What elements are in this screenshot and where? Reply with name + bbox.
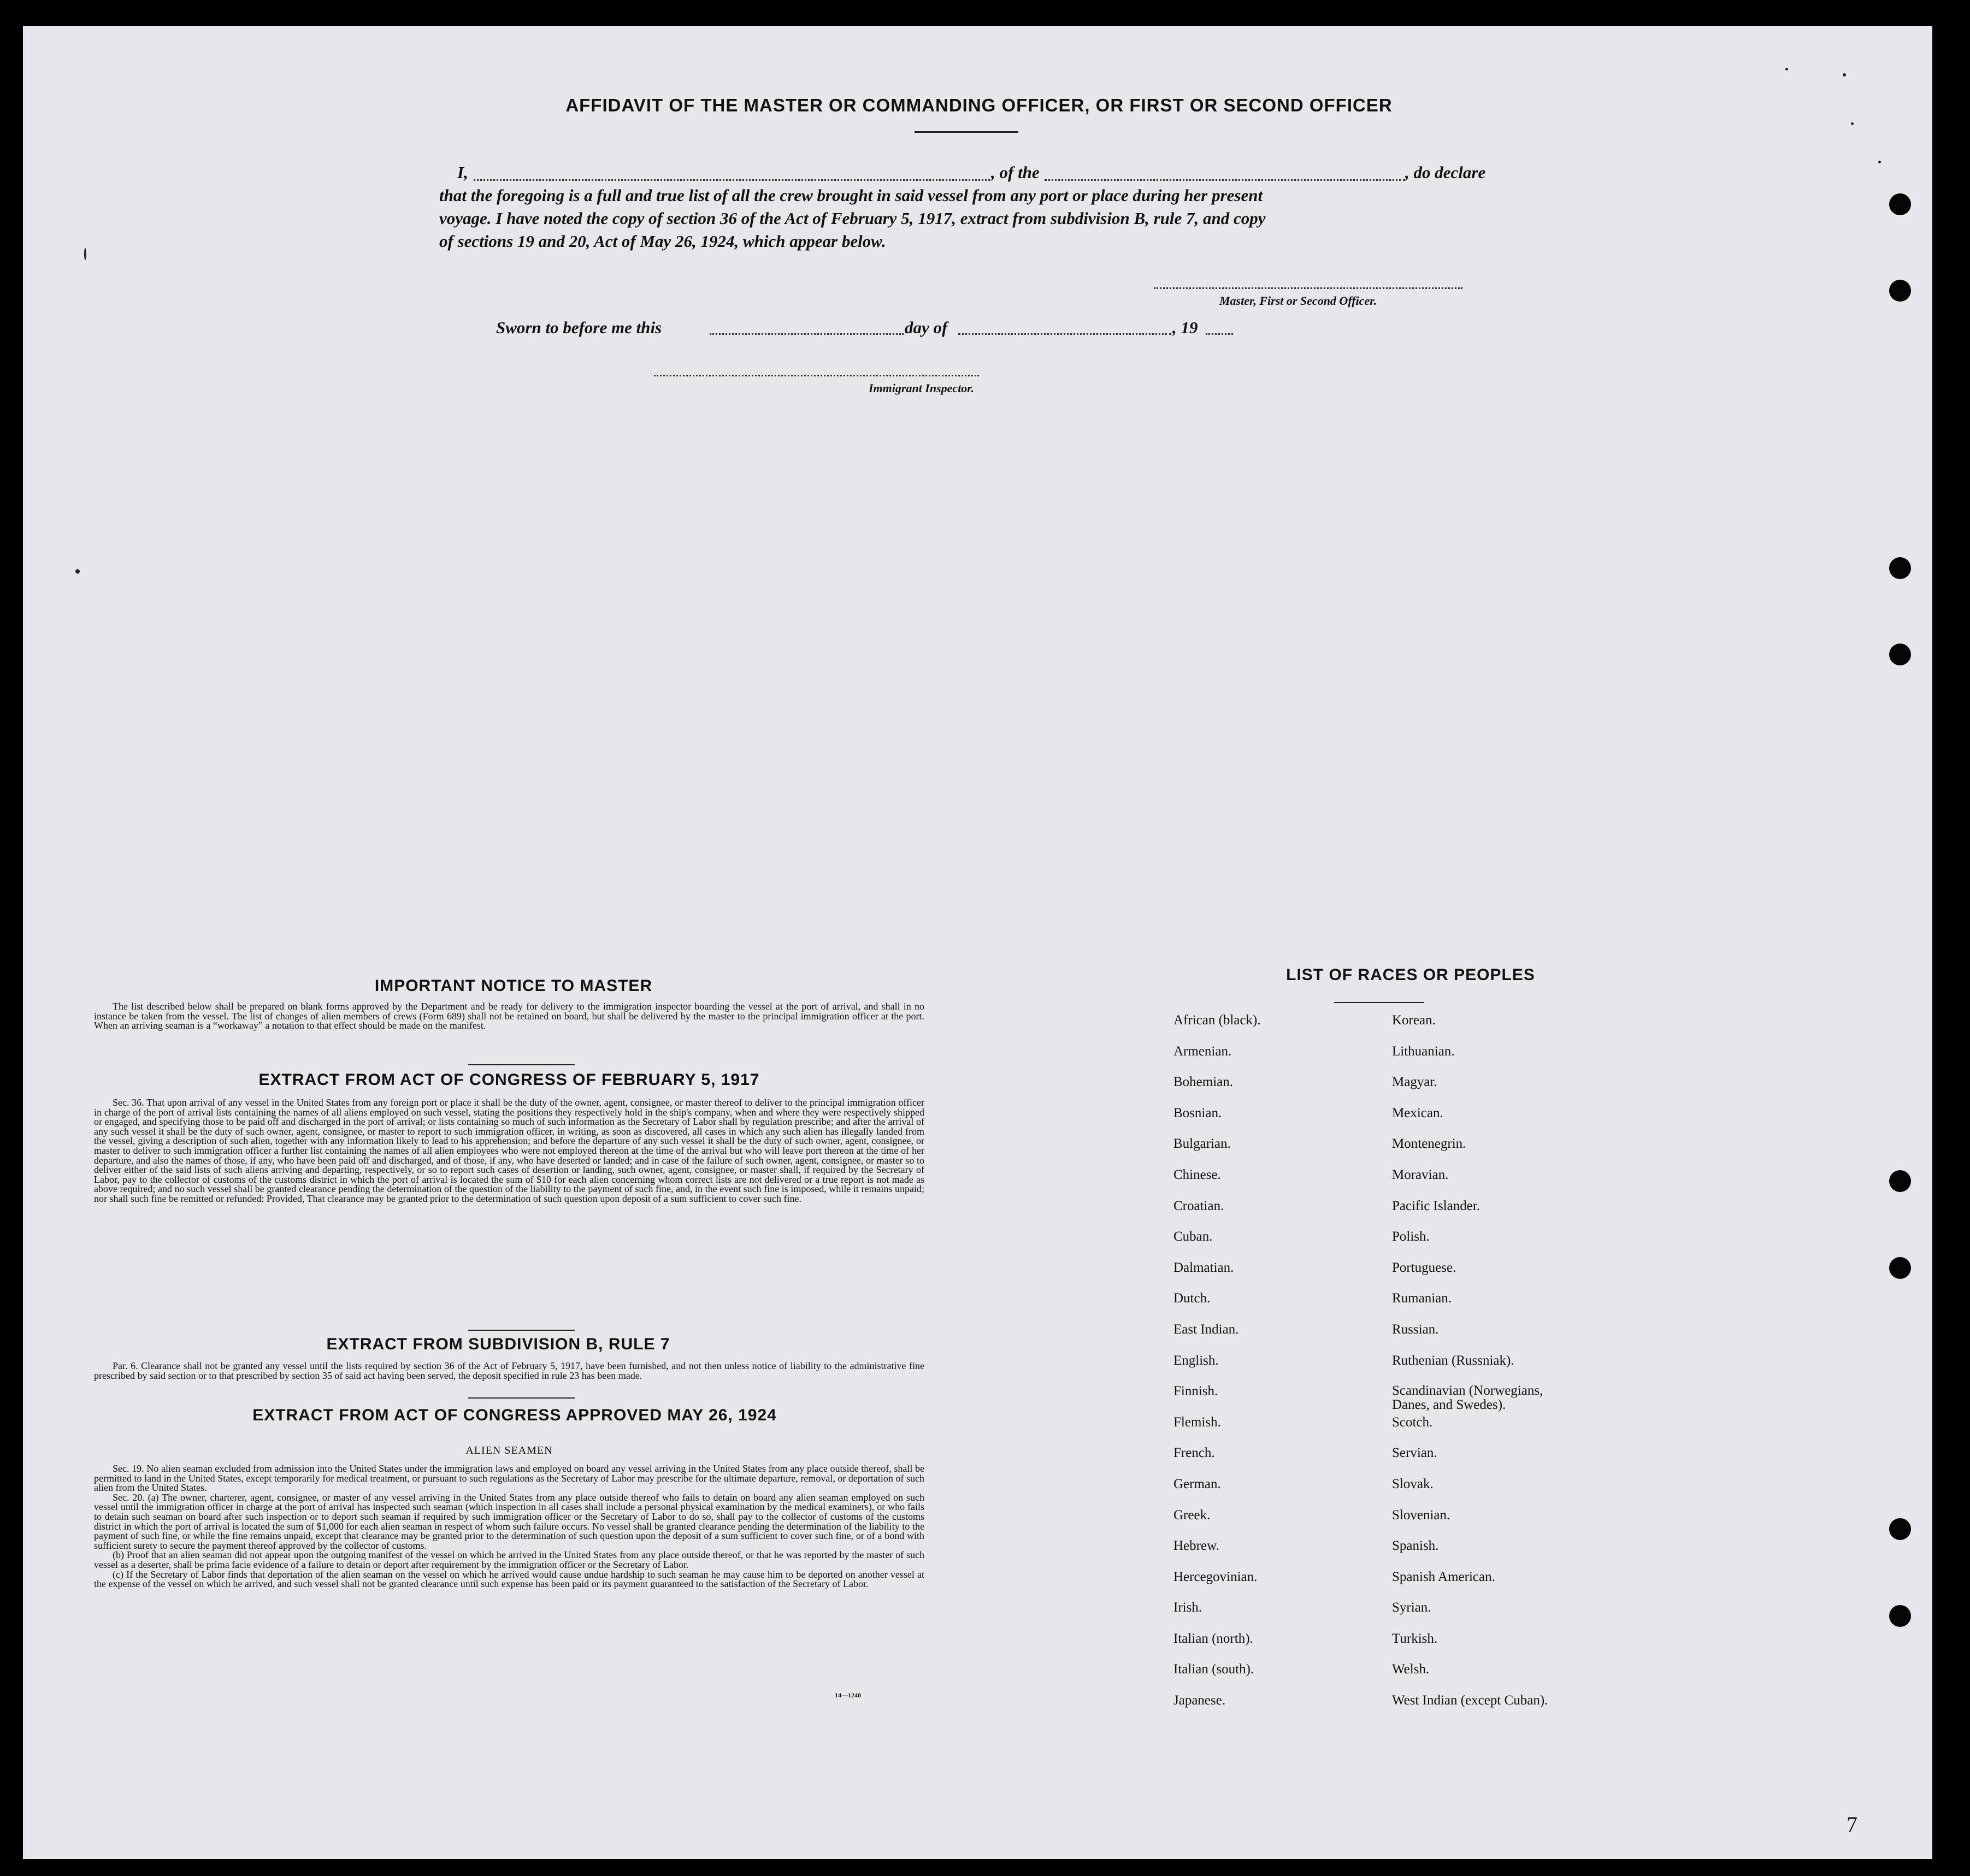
punch-hole xyxy=(1889,280,1911,302)
affidavit-line-4: of sections 19 and 20, Act of May 26, 1924, which appear below. xyxy=(439,232,886,251)
race-item: Korean. xyxy=(1392,1013,1436,1028)
day-of-text: day of xyxy=(905,318,948,337)
race-item: East Indian. xyxy=(1173,1322,1239,1337)
section-19-paragraph: Sec. 19. No alien seaman excluded from admission into the United States under the immigration laws and employed on board any vessel arriving in the United States from any place outside thereof, shall be permitted to land in the United States, except temporarily for medical treatment, or pursuant to such regulations as the Secretary of Labor may prescribe for the ultimate departure, removal, or deportation of such alien from the United States. xyxy=(94,1463,924,1494)
extract-1917-title: EXTRACT FROM ACT OF CONGRESS OF FEBRUARY 5, 1917 xyxy=(258,1071,760,1089)
race-item: Spanish. xyxy=(1392,1538,1439,1554)
sworn-day-field[interactable] xyxy=(710,333,904,335)
race-item: Portuguese. xyxy=(1392,1260,1456,1275)
race-item: Bosnian. xyxy=(1173,1105,1222,1120)
race-item: Slovak. xyxy=(1392,1476,1434,1491)
speck xyxy=(75,569,80,574)
race-item: Scandinavian (Norwegians, Danes, and Swedes). xyxy=(1392,1383,1543,1413)
form-number: 14—1240 xyxy=(835,1691,861,1699)
rule-7-text xyxy=(94,1361,924,1381)
race-item: Russian. xyxy=(1392,1322,1439,1337)
race-item: German. xyxy=(1173,1476,1221,1491)
race-item: Hebrew. xyxy=(1173,1538,1219,1554)
speck xyxy=(1785,68,1788,70)
race-item: Dutch. xyxy=(1173,1291,1211,1306)
document-page xyxy=(23,26,1932,1859)
race-item: Polish. xyxy=(1392,1229,1430,1244)
affidavit-of-the: , of the xyxy=(991,163,1040,182)
race-item: Bohemian. xyxy=(1173,1075,1234,1090)
rule-7-title: EXTRACT FROM SUBDIVISION B, RULE 7 xyxy=(326,1335,670,1353)
race-item: Mexican. xyxy=(1392,1105,1443,1120)
race-item: Chinese. xyxy=(1173,1167,1221,1182)
race-item: Irish. xyxy=(1173,1600,1202,1615)
section-20c-paragraph: (c) If the Secretary of Labor finds that deportation of the alien seaman on the vessel on which he arrived would cause undue hardship to such seaman he may cause him to be deported on another vessel at the expense of the vessel on which he arrived, and such vessel shall not be granted clearance until such expense has been paid or its payment guaranteed to the satisfaction of the Secretary of Labor. xyxy=(94,1568,924,1590)
vessel-field[interactable] xyxy=(1045,179,1405,181)
inspector-signature-field[interactable] xyxy=(654,375,979,376)
master-signature-field[interactable] xyxy=(1154,287,1462,289)
speck xyxy=(1851,122,1854,125)
race-item: French. xyxy=(1173,1446,1215,1461)
punch-hole xyxy=(1889,1518,1911,1540)
race-item: English. xyxy=(1173,1353,1219,1368)
affidavit-title: AFFIDAVIT OF THE MASTER OR COMMANDING OFFICER, OR FIRST OR SECOND OFFICER xyxy=(565,95,1393,115)
race-item: Lithuanian. xyxy=(1392,1043,1455,1059)
race-item: Armenian. xyxy=(1173,1043,1232,1059)
race-item: Greek. xyxy=(1173,1507,1211,1523)
sworn-month-field[interactable] xyxy=(958,333,1171,335)
punch-hole xyxy=(1889,1257,1911,1279)
race-item: Montenegrin. xyxy=(1392,1136,1466,1152)
extract-1917-text xyxy=(94,1098,924,1204)
section-36-paragraph: Sec. 36. That upon arrival of any vessel in the United States from any foreign port or place it shall be the duty of the owner, agent, consignee, or master thereof to deliver to the principal immigration officer in charge of the port of arrival lists containing the names of all aliens employed on such vessel, stating the positions they respectively hold in the ship's company, when and where they were respectively shipped or engaged, and specifying those to be paid off and discharged in the port of arrival; or lists containing so much of such information as the Secretary of Labor shall by regulation prescribe; and after the arrival of any such vessel it shall be the duty of such owner, agent, consignee, or master to report to such immigration officer, in writing, as soon as discovered, all cases in which any such alien has illegally landed from the vessel, giving a description of such alien, together with any information likely to lead to his apprehension; and before the departure of any such vessel it shall be the duty of such owner, agent, consignee, or master to deliver to such immigration officer a further list containing the names of all alien employees who were not employed thereon at the time of the arrival but who will leave port thereon at the time of her departure, and also the names of those, if any, who have been paid off and discharged, and of those, if any, who have deserted or landed; and in case of the failure of such owner, agent, consignee, or master so to deliver either of the said lists of such aliens arriving and departing, respectively, or so to report such cases of desertion or landing, such owner, agent, consignee, or master shall, if required by the Secretary of Labor, pay to the collector of customs of the customs district in which the port of arrival is located the sum of $10 for each alien concerning whom correct lists are not delivered or a true report is not made as above required; and no such vessel shall be granted clearance pending the determination of the question of the liability to the payment of such fine, and, in the event such fine is imposed, while it remains unpaid; nor shall such fine be remitted or refunded: Provided, That clearance may be granted prior to the determination of such question upon deposit of a sum sufficient to cover such fine. xyxy=(94,1097,924,1204)
rule-7-paragraph: Par. 6. Clearance shall not be granted any vessel until the lists required by section 36 of the Act of February 5, 1917, have been furnished, and not then unless notice of liability to the administrative fine prescribed by said section or to that prescribed by section 35 of said act having been served, the deposit specified in rule 23 has been made. xyxy=(94,1360,924,1381)
punch-hole xyxy=(1889,1170,1911,1192)
race-item: Hercegovinian. xyxy=(1173,1569,1258,1584)
race-item: Turkish. xyxy=(1392,1631,1438,1646)
inspector-label: Immigrant Inspector. xyxy=(869,381,975,395)
race-item: Japanese. xyxy=(1173,1693,1226,1708)
affidavit-line-2: that the foregoing is a full and true list of all the crew brought in said vessel from any port or place during her present xyxy=(439,186,1263,205)
section-20b-paragraph: (b) Proof that an alien seaman did not appear upon the outgoing manifest of the vessel on which he arrived in the United States from any place outside thereof, or that he was reported by the master of such vessel as a deserter, shall be prima facie evidence of a failure to detain or deport after requirement by the immigration officer or the Secretary of Labor. xyxy=(94,1549,924,1570)
race-item: Italian (south). xyxy=(1173,1662,1254,1677)
notice-paragraph: The list described below shall be prepared on blank forms approved by the Department and be ready for delivery to the immigration inspector boarding the vessel at the port of arrival, and shall in no instance be taken from the vessel. The list of changes of alien members of crews (Form 689) shall not be retained on board, but shall be delivered by the master to the principal immigration officer at the port. When an arriving seaman is a “workaway” a notation to that effect should be made on the manifest. xyxy=(94,1001,924,1031)
race-item: Moravian. xyxy=(1392,1167,1449,1182)
race-item: Rumanian. xyxy=(1392,1291,1452,1306)
extract-1924-title: EXTRACT FROM ACT OF CONGRESS APPROVED MAY 26, 1924 xyxy=(252,1406,777,1424)
handwritten-mark: 7 xyxy=(1847,1812,1857,1837)
punch-hole xyxy=(1889,557,1911,579)
divider xyxy=(468,1064,575,1065)
affidavit-declare: , do declare xyxy=(1405,163,1486,182)
race-item: Syrian. xyxy=(1392,1600,1431,1615)
punch-hole xyxy=(1889,193,1911,215)
speck xyxy=(1843,73,1846,76)
divider xyxy=(468,1330,575,1331)
sworn-text: Sworn to before me this xyxy=(496,318,662,337)
race-item: African (black). xyxy=(1173,1013,1261,1028)
punch-hole xyxy=(1889,644,1911,665)
race-item: Ruthenian (Russniak). xyxy=(1392,1353,1514,1368)
race-item: Dalmatian. xyxy=(1173,1260,1234,1275)
speck xyxy=(1878,161,1881,163)
race-item: Servian. xyxy=(1392,1446,1437,1461)
race-item: Cuban. xyxy=(1173,1229,1213,1244)
race-item: Spanish American. xyxy=(1392,1569,1495,1584)
race-item: Scotch. xyxy=(1392,1414,1433,1430)
section-20a-paragraph: Sec. 20. (a) The owner, charterer, agent, consignee, or master of any vessel arriving in the United States from any place outside thereof who fails to detain on board any alien seaman employed on such vessel until the immigration officer in charge at the port of arrival has inspected such seaman (which inspection in all cases shall include a personal physical examination by the medical examiners), or who fails to detain such seaman on board after such inspection or to deport such seaman if required by such immigration officer or the Secretary of Labor to do so, shall pay to the collector of customs of the customs district in which the port of arrival is located the sum of $1,000 for each alien seaman in respect of whom such failure occurs. No vessel shall be granted clearance pending the determination of the liability to the payment of such fine, or while the fine remains unpaid, except that clearance may be granted prior to the determination of such question upon the deposit of a sum sufficient to cover such fine, or of a bond with sufficient surety to secure the payment thereof approved by the collector of customs. xyxy=(94,1491,924,1551)
sworn-year-field[interactable] xyxy=(1206,333,1233,335)
divider xyxy=(468,1397,575,1399)
alien-seamen-subtitle: ALIEN SEAMEN xyxy=(465,1444,553,1456)
races-underline xyxy=(1334,1002,1424,1003)
race-item: Slovenian. xyxy=(1392,1507,1450,1523)
race-item: Finnish. xyxy=(1173,1384,1218,1399)
race-item: Flemish. xyxy=(1173,1414,1221,1430)
race-item: Pacific Islander. xyxy=(1392,1198,1481,1213)
year-prefix: , 19 xyxy=(1172,318,1198,337)
race-item: Croatian. xyxy=(1173,1198,1224,1213)
race-item: Bulgarian. xyxy=(1173,1136,1231,1152)
notice-text xyxy=(94,1002,924,1031)
races-right-column xyxy=(1392,1013,1578,1724)
name-field[interactable] xyxy=(474,179,990,181)
punch-hole xyxy=(1889,1605,1911,1627)
race-item: Magyar. xyxy=(1392,1075,1437,1090)
affidavit-line-3: voyage. I have noted the copy of section 36 of the Act of February 5, 1917, extract from subdivision B, rule 7, and copy xyxy=(439,209,1266,228)
race-item: Welsh. xyxy=(1392,1662,1430,1677)
notice-title: IMPORTANT NOTICE TO MASTER xyxy=(374,977,653,995)
race-item: Italian (north). xyxy=(1173,1631,1253,1646)
affidavit-i: I, xyxy=(457,163,468,182)
speck xyxy=(84,248,86,260)
races-left-column xyxy=(1173,1013,1261,1724)
title-underline xyxy=(915,131,1018,133)
master-label: Master, First or Second Officer. xyxy=(1219,294,1377,308)
extract-1924-text xyxy=(94,1464,924,1589)
races-title: LIST OF RACES OR PEOPLES xyxy=(1286,966,1535,984)
race-item: West Indian (except Cuban). xyxy=(1392,1693,1548,1708)
